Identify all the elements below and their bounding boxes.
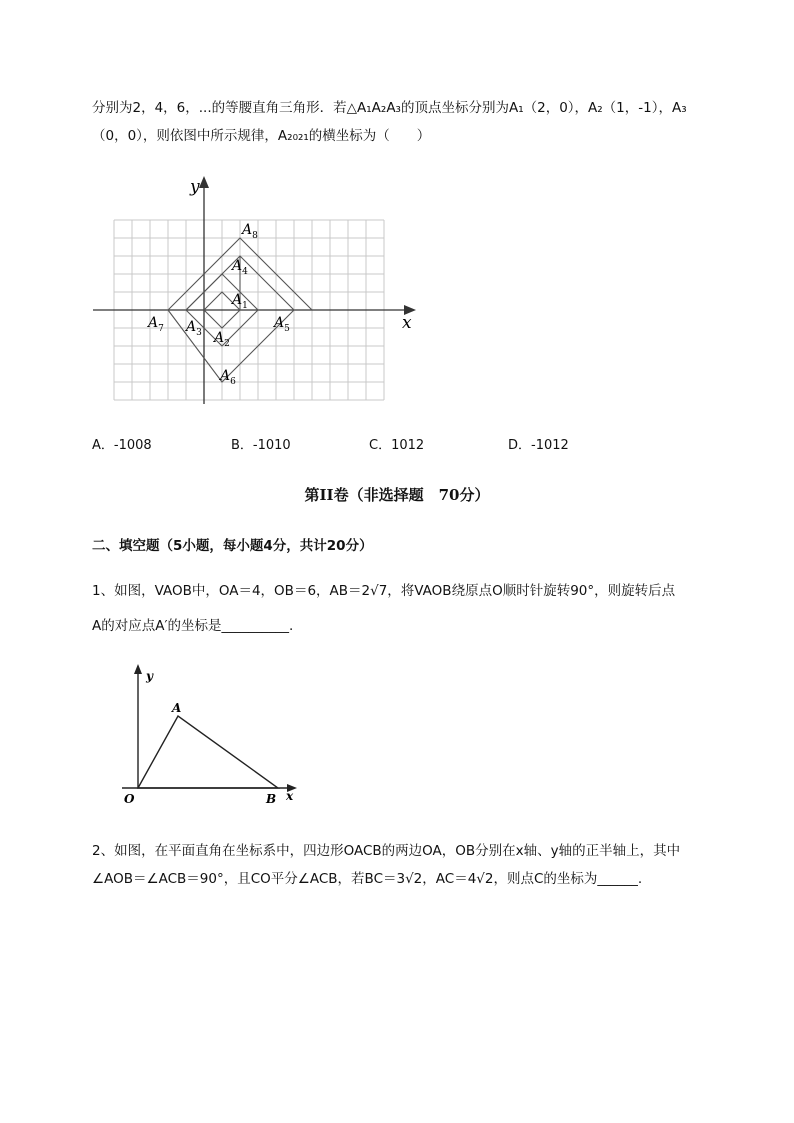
y-axis-arrow [199, 176, 209, 188]
label-a1: $A_1$ [232, 292, 248, 311]
label-a6: $A_6$ [220, 368, 236, 387]
choice-a[interactable]: A．-1008 [92, 438, 152, 453]
fig-label-o: O [124, 792, 135, 806]
choice-b[interactable]: B．-1010 [231, 438, 291, 453]
q1-line1: 1、如图，VAOB中，OA＝4，OB＝6，AB＝2√7，将VAOB绕原点O顺时针旋转90°，则旋转后点 [92, 583, 676, 599]
label-a8: $A_8$ [242, 222, 258, 241]
x-axis-label: x [402, 313, 412, 333]
question-prev-line1: 分别为2，4，6，...的等腰直角三角形．若△A₁A₂A₃的顶点坐标分别为A₁（2，0），A₂（1，-1），A₃ [92, 100, 687, 116]
fig-y-arrow [134, 664, 142, 674]
label-a7: $A_7$ [148, 315, 164, 334]
triangle-aob [138, 716, 278, 788]
label-a2: $A_2$ [214, 330, 230, 349]
q1-line2: A的对应点A′的坐标是__________. [92, 618, 294, 634]
label-a5: $A_5$ [274, 315, 290, 334]
section2-heading: 二、填空题（5小题，每小题4分，共计20分） [92, 538, 373, 554]
choice-c[interactable]: C．1012 [369, 438, 425, 453]
choice-d[interactable]: D．-1012 [508, 438, 569, 453]
fig-label-b: B [266, 792, 277, 806]
question-prev-line2: （0，0），则依图中所示规律，A₂₀₂₁的横坐标为（ ） [92, 128, 431, 144]
part2-title: 第II卷（非选择题 70分） [304, 486, 490, 504]
fig-x-label: x [286, 789, 294, 803]
triangle-figure [110, 660, 310, 810]
fig-label-a: A [172, 701, 182, 715]
y-axis-label: y [190, 177, 200, 197]
fig-y-label: y [146, 669, 153, 683]
grid-figure [90, 170, 420, 410]
q2-line1: 2、如图，在平面直角在坐标系中，四边形OACB的两边OA，OB分别在x轴、y轴的正半轴上，其中 [92, 843, 681, 859]
label-a3: $A_3$ [186, 319, 202, 338]
q2-line2: ∠AOB＝∠ACB＝90°，且CO平分∠ACB，若BC＝3√2，AC＝4√2，则点C的坐标为______. [92, 871, 643, 887]
label-a4: $A_4$ [232, 258, 248, 277]
